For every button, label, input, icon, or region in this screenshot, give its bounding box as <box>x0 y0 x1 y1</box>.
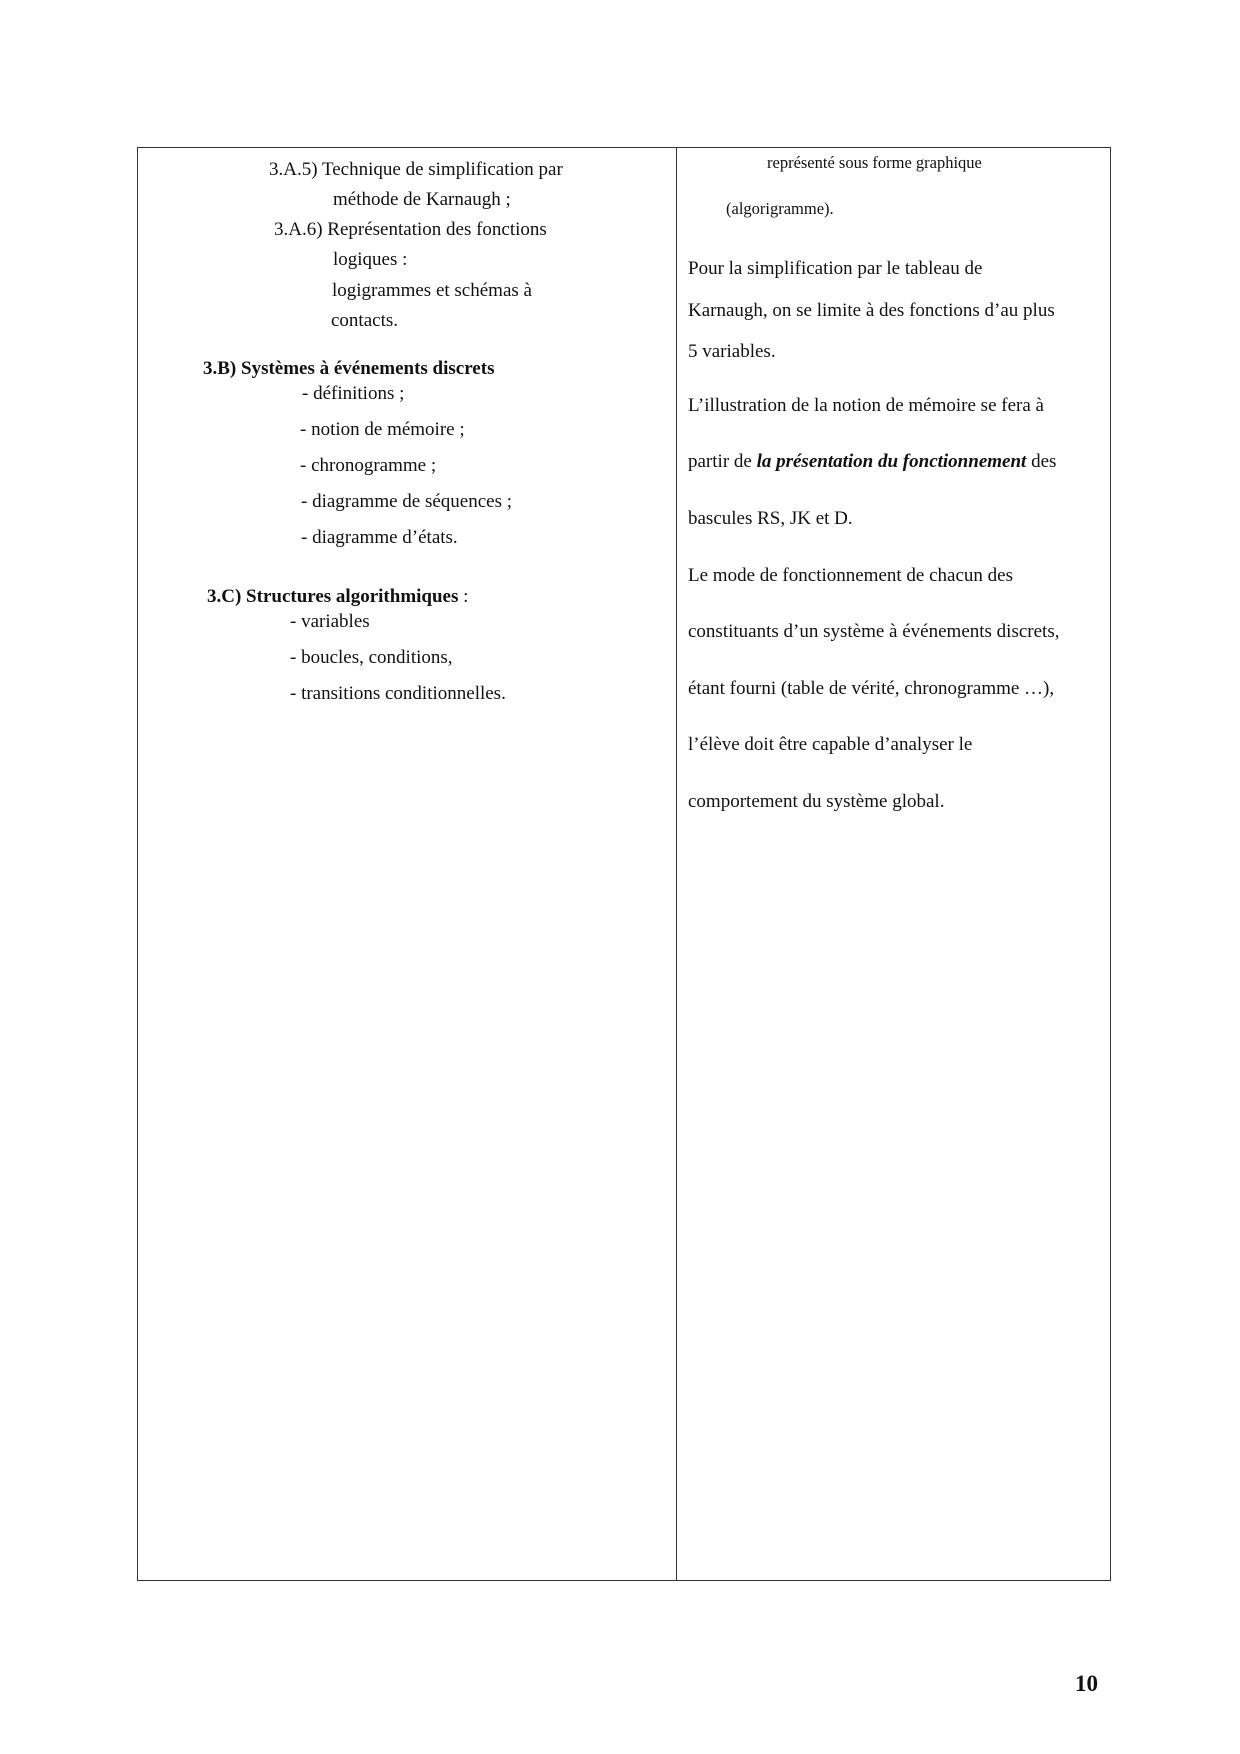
emphasis-text: la présentation du fonctionnement <box>756 451 1027 472</box>
note-line: bascules RS, JK et D. <box>688 508 853 529</box>
note-line: étant fourni (table de vérité, chronogramme …), <box>688 678 1055 699</box>
section-3a6-line3: contacts. <box>331 310 399 331</box>
note-line: l’élève doit être capable d’analyser le <box>688 734 973 755</box>
note-line: constituants d’un système à événements discrets, <box>688 621 1060 642</box>
note-line-part: des <box>1026 451 1057 472</box>
section-3c-heading <box>207 587 468 606</box>
section-3b-item: - chronogramme ; <box>300 455 437 476</box>
note-line: Pour la simplification par le tableau de <box>688 258 983 279</box>
note-line-part: partir de <box>688 451 757 472</box>
section-3a5-title: 3.A.5) Technique de simplification par <box>269 159 563 180</box>
page-number: 10 <box>1075 1671 1098 1696</box>
section-3a6-line1: logiques : <box>333 249 408 270</box>
note-line: comportement du système global. <box>688 791 945 812</box>
note-line: Karnaugh, on se limite à des fonctions d’au plus <box>688 300 1055 321</box>
section-3b-item: - diagramme de séquences ; <box>301 491 513 512</box>
note-line <box>688 452 1056 471</box>
section-3c-item: - variables <box>290 611 370 632</box>
note-line: représenté sous forme graphique <box>767 153 982 172</box>
note-line: (algorigramme). <box>726 199 834 218</box>
section-3a6-line2: logigrammes et schémas à <box>332 280 532 301</box>
note-line: L’illustration de la notion de mémoire se fera à <box>688 395 1044 416</box>
section-3b-item: - diagramme d’états. <box>301 527 458 548</box>
section-3c-item: - boucles, conditions, <box>290 647 453 668</box>
section-3b-heading: 3.B) Systèmes à événements discrets <box>203 358 495 379</box>
section-3c-heading-colon: : <box>458 586 469 607</box>
section-3a5-continuation: méthode de Karnaugh ; <box>333 189 511 210</box>
section-3c-heading-text: 3.C) Structures algorithmiques <box>207 586 459 607</box>
column-divider <box>676 147 677 1581</box>
section-3b-item: - définitions ; <box>302 383 405 404</box>
section-3b-item: - notion de mémoire ; <box>300 419 465 440</box>
section-3a6-title: 3.A.6) Représentation des fonctions <box>274 219 547 240</box>
note-line: 5 variables. <box>688 341 776 362</box>
note-line: Le mode de fonctionnement de chacun des <box>688 565 1013 586</box>
section-3c-item: - transitions conditionnelles. <box>290 683 506 704</box>
